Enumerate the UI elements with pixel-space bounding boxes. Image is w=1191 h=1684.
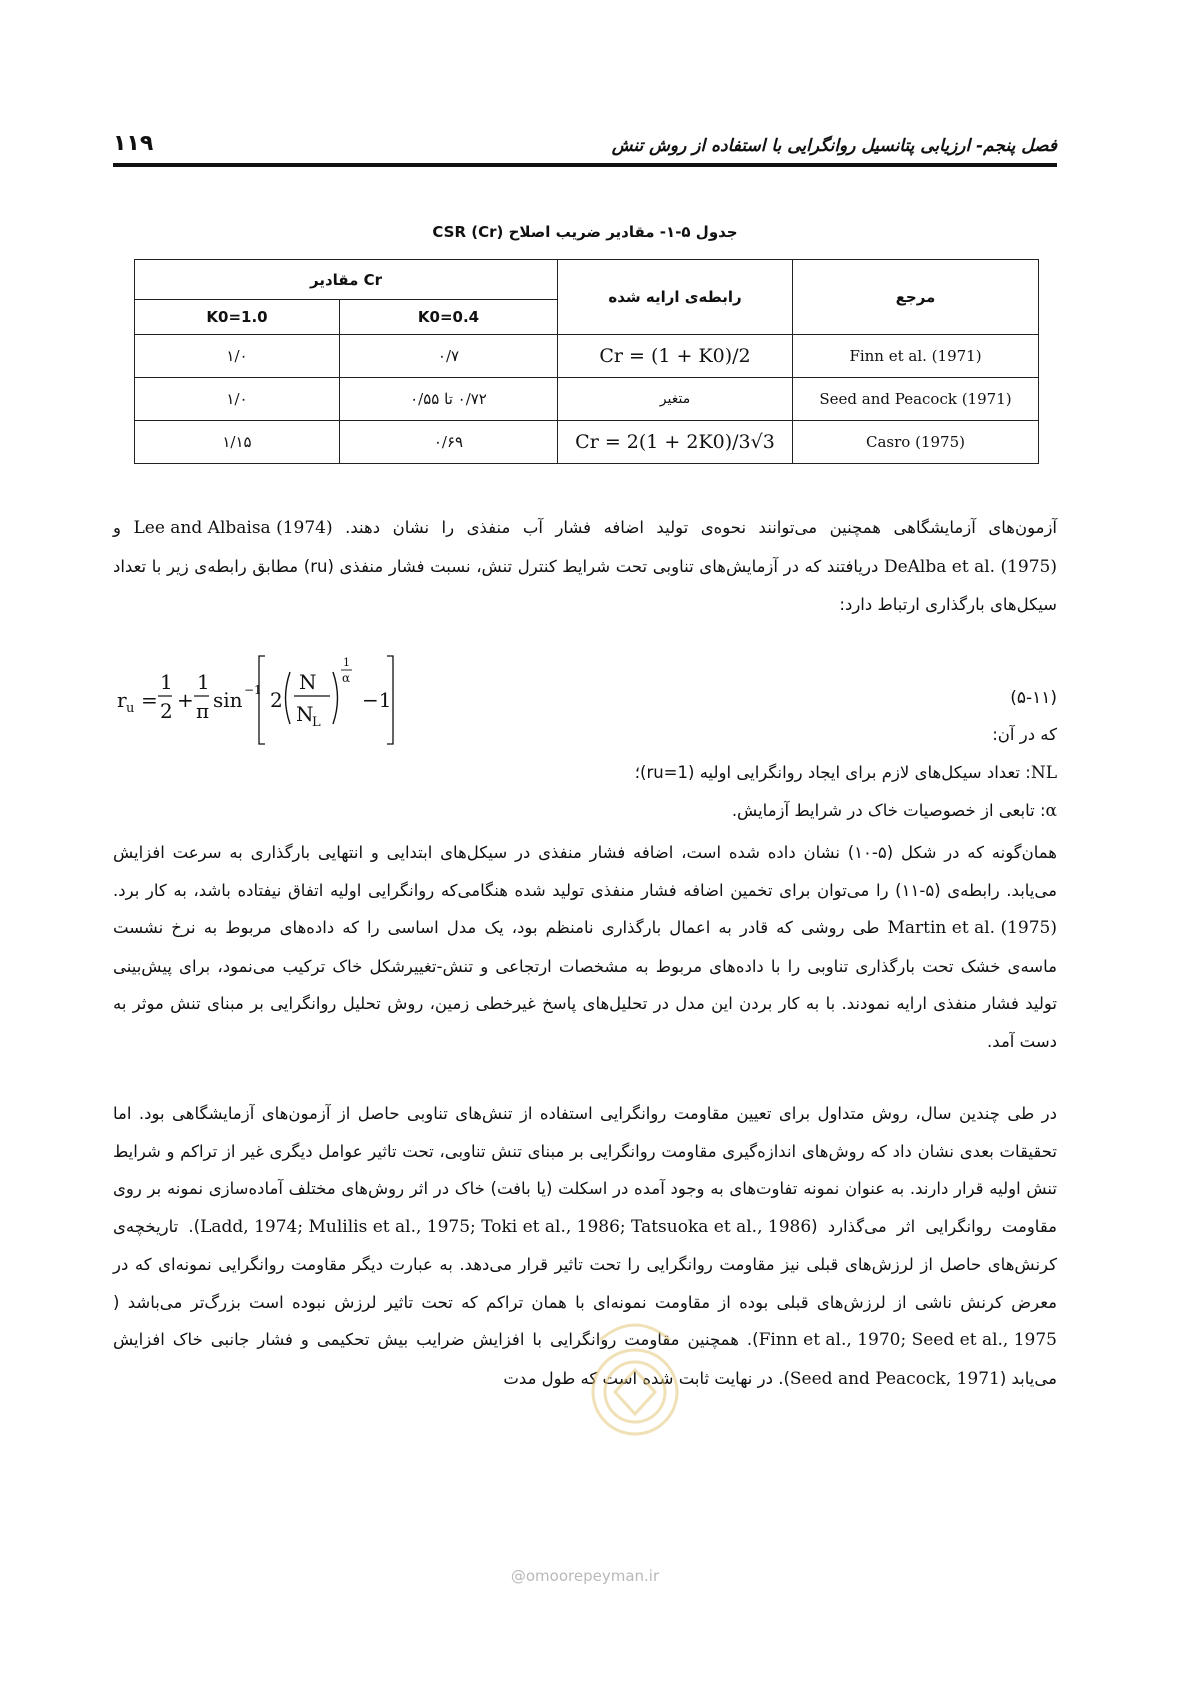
svg-text:+: + [177,688,194,712]
cell-k04: ۰/۷ [340,335,558,378]
p2-text-b: طی روشی که قادر به اعمال بارگذاری نامنظم بود، یک مدل اساسی را که داده‌های مربوط به نرخ نشست ماسه‌ی خشک تحت بارگذاری تناوبی را با داده‌های مربوط به مشخصات ارتجاعی و تنش-تغییرشکل خاک ترکیب می‌نمود، برای پیش‌بینی تولید فشار منفذی ارایه نمودند. با به کار بردن این مدل در تحلیل‌های پاسخ غیرخطی زمین، روش تحلیل روانگرایی بر مبنای تنش موثر به دست آمد. [113,918,1057,1051]
cell-k04: ۰/۷۲ تا ۰/۵۵ [340,378,558,421]
p1-text-b: و [113,518,134,537]
svg-text:sin: sin [213,688,243,712]
symbol-nl: NL [1030,763,1057,783]
col-header-k04-text: K0=0.4 [417,308,480,326]
cell-reference [793,421,1039,464]
svg-text:r: r [117,688,127,712]
cell-relation-text: Cr = 2(1 + 2K0)/3√3 [575,431,775,453]
where-text: که در آن: [992,725,1057,744]
citation: Seed and Peacock, 1971 [789,1368,1000,1389]
where-line [113,716,1057,754]
cell-relation: متغیر [558,378,793,421]
watermark-seal-icon [560,1300,710,1460]
cell-reference-text: Finn et al. (1971) [849,347,982,365]
svg-text:2: 2 [270,688,283,712]
svg-text:1: 1 [160,670,173,694]
definition-nl-text: : تعداد سیکل‌های لازم برای ایجاد روانگرایی اولیه (ru=1)؛ [634,763,1031,782]
col-header-relation: رابطه‌ی ارایه شده [558,260,793,335]
col-header-k10 [135,300,340,335]
svg-text:−1: −1 [362,688,392,712]
svg-text:−1: −1 [244,683,262,697]
p3-text-a: در طی چندین سال، روش متداول برای تعیین مقاومت روانگرایی استفاده از تنش‌های تناوبی حاصل از آزمون‌های آزمایشگاهی بود. اما تحقیقات بعدی نشان داد که روش‌های اندازه‌گیری مقاومت روانگرایی بر مبنای تنش تناوبی، تحت تاثیر عوامل دیگری غیر از تراکم و شرایط تنش اولیه قرار دارند. به عنوان نمونه تفاوت‌های به وجود آمده در اسکلت (یا بافت) خاک در اثر روش‌های مختلف آماده‌سازی نمونه بر روی مقاومت روانگرایی اثر می‌گذارد ( [113,1104,1057,1236]
definition-alpha [113,792,1057,831]
header-rule [113,163,1057,167]
table-row [135,335,1039,378]
p3-text-c: ). همچنین مقاومت روانگرایی با افزایش ضرایب بیش تحکیمی و فشار جانبی خاک افزایش می‌یابد ( [113,1330,1057,1388]
cell-k10: ۱/۱۵ [135,421,340,464]
p2-text-a: همان‌گونه که در شکل (۵-۱۰) نشان داده شده است، اضافه فشار منفذی در سیکل‌های ابتدایی و انتهایی بارگذاری به سرعت افزایش می‌یابد. رابطه‌ی (۵-۱۱) را می‌توان برای تخمین اضافه فشار منفذی تولید شده هنگامی‌که روانگرایی اولیه اتفاق نیفتاده باشد، به کار برد. [113,843,1057,900]
chapter-title: فصل پنجم- ارزیابی پتانسیل روانگرایی با استفاده از روش تنش [611,136,1057,156]
table-row [135,421,1039,464]
running-header [113,126,1057,156]
citation: Finn et al., 1970; Seed et al., 1975 [758,1330,1057,1350]
cell-relation [558,335,793,378]
svg-text:2: 2 [160,699,173,723]
paragraph-2 [113,834,1057,1060]
p1-text-c: دریافتند که در آزمایش‌های تناوبی تحت شرایط کنترل تنش، نسبت فشار منفذی (ru) مطابق رابطه‌ی زیر با تعداد سیکل‌های بارگذاری ارتباط دارد: [113,556,1057,614]
cell-reference [793,378,1039,421]
cell-k04: ۰/۶۹ [340,421,558,464]
page-number: ۱۱۹ [113,131,154,156]
citation: Ladd, 1974; Mulilis et al., 1975; Toki et al., 1986; Tatsuoka et al., 1986 [200,1216,812,1237]
svg-text:N: N [299,670,317,694]
cell-reference [793,335,1039,378]
paragraph-1 [113,509,1057,624]
col-header-values-text: مقادیر Cr [309,270,383,289]
cr-values-table [134,259,1039,464]
citation: Martin et al. (1975) [887,918,1057,938]
definition-nl [113,754,1057,793]
citation: Lee and Albaisa (1974) [133,518,333,538]
equation-number: (۵-۱۱) [1010,688,1057,708]
cell-reference-text: Seed and Peacock (1971) [819,390,1012,408]
col-header-k04 [340,300,558,335]
svg-text:α: α [342,671,351,685]
col-header-values [135,260,558,300]
col-header-k10-text: K0=1.0 [206,308,268,326]
cell-k10: ۱/۰ [135,378,340,421]
p3-text-b: ). تاریخچه‌ی کرنش‌های حاصل از لرزش‌های قبلی نیز مقاومت روانگرایی را تحت تاثیر قرار می‌دهد. به عبارت دیگر مقاومت روانگرایی نمونه‌ای که در معرض کرنش ناشی از لرزش‌های قبلی بوده از مقاومت نمونه‌ای با همان تراکم که تحت تاثیر لرزش نبوده است بزرگ‌تر می‌باشد ( [113,1216,1057,1312]
cell-k10: ۱/۰ [135,335,340,378]
col-header-reference: مرجع [793,260,1039,335]
svg-text:1: 1 [343,656,350,669]
cell-relation-text: Cr = (1 + K0)/2 [599,345,751,367]
watermark-url: @omoorepeyman.ir [510,1567,660,1585]
svg-text:=: = [141,688,158,712]
svg-text:N: N [296,702,314,726]
svg-text:L: L [312,715,321,730]
svg-text:π: π [196,699,210,723]
table-caption-text: جدول ۵-۱- مقادیر ضریب اصلاح CSR (Cr) [432,223,738,241]
svg-text:1: 1 [197,670,210,694]
p3-text-d: ). در نهایت ثابت شده است که طول مدت [503,1368,790,1388]
citation: DeAlba et al. (1975) [883,556,1057,577]
cell-relation [558,421,793,464]
svg-text:u: u [126,701,135,716]
cell-reference-text: Casro (1975) [866,433,965,451]
table-caption [113,223,1057,241]
definition-alpha-text: : تابعی از خصوصیات خاک در شرایط آزمایش. [731,801,1046,820]
symbol-alpha: α [1045,801,1057,821]
p1-text-a: آزمون‌های آزمایشگاهی همچنین می‌توانند نحوه‌ی تولید اضافه فشار آب منفذی را نشان دهند. [332,518,1058,537]
table-row [135,378,1039,421]
